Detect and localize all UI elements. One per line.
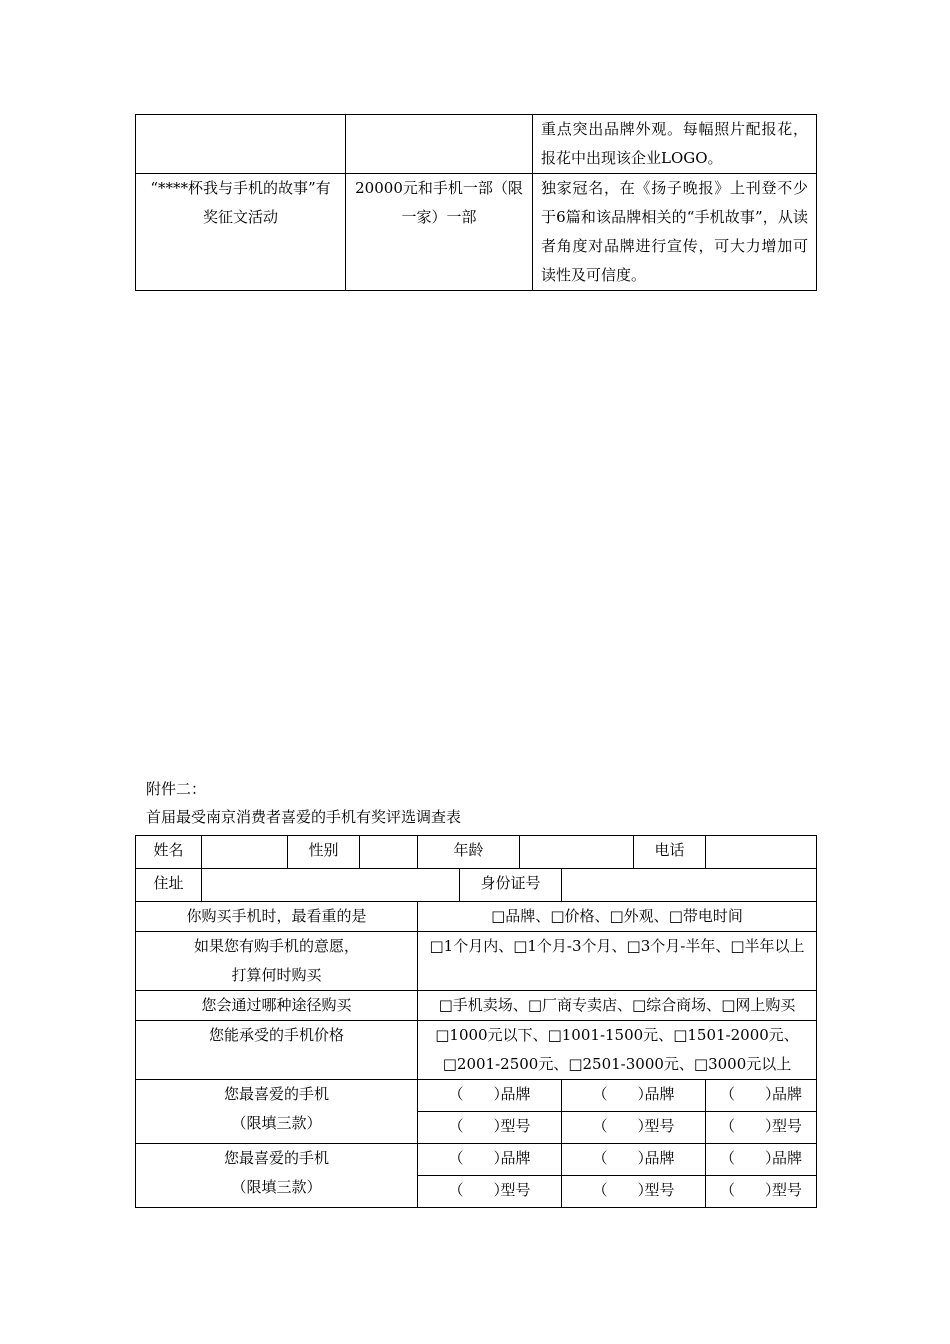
q3-options [418, 991, 817, 1021]
activity-name-cell: “****杯我与手机的故事”有奖征文活动 [136, 174, 346, 291]
name-label: 姓名 [136, 836, 202, 869]
fav-label [136, 1080, 418, 1144]
table-row [136, 174, 817, 291]
option-price-1-checkbox[interactable]: □1000元以下、 [435, 1026, 548, 1044]
gender-field[interactable] [360, 836, 418, 869]
q4-options-line1 [420, 1021, 814, 1050]
address-label: 住址 [136, 869, 202, 902]
table-row [136, 115, 817, 174]
fav-label-line1: 您最喜爱的手机 [223, 1149, 329, 1167]
description-cell: 独家冠名，在《扬子晚报》上刊登不少于6篇和该品牌相关的“手机故事”，从读者角度对品牌进行宣传，可大力增加可读性及可信度。 [533, 174, 817, 291]
age-label: 年龄 [418, 836, 520, 869]
q2-label [136, 932, 418, 991]
phone-label: 电话 [634, 836, 706, 869]
q2-label-line2: 打算何时购买 [231, 966, 322, 984]
brand-field[interactable]: （ ）品牌 [562, 1144, 706, 1176]
model-field[interactable]: （ ）型号 [562, 1176, 706, 1208]
age-field[interactable] [520, 836, 634, 869]
prize-cell: 20000元和手机一部（限一家）一部 [346, 174, 533, 291]
table-row [136, 991, 817, 1021]
q2-label-line1: 如果您有购手机的意愿， [193, 937, 359, 955]
id-field[interactable] [562, 869, 817, 902]
model-field[interactable]: （ ）型号 [418, 1176, 562, 1208]
model-field[interactable]: （ ）型号 [706, 1176, 817, 1208]
q2-options [418, 932, 817, 991]
option-price-2-checkbox[interactable]: □1001-1500元、 [547, 1026, 674, 1044]
option-appearance-checkbox[interactable]: □外观、 [609, 907, 669, 925]
option-battery-checkbox[interactable]: □带电时间 [668, 907, 743, 925]
table-row [136, 1080, 817, 1112]
table-cell [136, 115, 346, 174]
annex-label: 附件二： [146, 780, 207, 798]
fav-label-line2: （限填三款） [231, 1178, 322, 1196]
q3-label: 您会通过哪种途径购买 [136, 991, 418, 1021]
model-field[interactable]: （ ）型号 [706, 1112, 817, 1144]
option-price-6-checkbox[interactable]: □3000元以上 [693, 1055, 792, 1073]
option-phone-mall-checkbox[interactable]: □手机卖场、 [438, 996, 528, 1014]
table-row [136, 1144, 817, 1176]
table-cell [346, 115, 533, 174]
q1-label: 你购买手机时，最看重的是 [136, 902, 418, 932]
gender-label: 性别 [288, 836, 360, 869]
name-field[interactable] [202, 836, 288, 869]
table-cell: 重点突出品牌外观。每幅照片配报花，报花中出现该企业LOGO。 [533, 115, 817, 174]
id-label: 身份证号 [460, 869, 562, 902]
brand-field[interactable]: （ ）品牌 [562, 1080, 706, 1112]
option-1-3-months-checkbox[interactable]: □1个月-3个月、 [513, 937, 627, 955]
option-1-month-checkbox[interactable]: □1个月内、 [429, 937, 514, 955]
model-field[interactable]: （ ）型号 [418, 1112, 562, 1144]
q4-options-line2 [420, 1050, 814, 1079]
survey-title: 首届最受南京消费者喜爱的手机有奖评选调查表 [146, 808, 462, 826]
fav-label [136, 1144, 418, 1208]
option-brand-store-checkbox[interactable]: □厂商专卖店、 [527, 996, 632, 1014]
table-row [136, 902, 817, 932]
table-row [136, 932, 817, 991]
table-row [136, 1021, 817, 1080]
activity-table [135, 114, 817, 291]
fav-label-line2: （限填三款） [231, 1114, 322, 1132]
brand-field[interactable]: （ ）品牌 [418, 1144, 562, 1176]
option-online-checkbox[interactable]: □网上购买 [721, 996, 796, 1014]
option-price-4-checkbox[interactable]: □2001-2500元、 [442, 1055, 569, 1073]
table-row [136, 836, 817, 869]
brand-field[interactable]: （ ）品牌 [706, 1080, 817, 1112]
model-field[interactable]: （ ）型号 [562, 1112, 706, 1144]
q4-options [418, 1021, 817, 1080]
fav-label-line1: 您最喜爱的手机 [223, 1085, 329, 1103]
survey-table [135, 835, 817, 1208]
option-3-6-months-checkbox[interactable]: □3个月-半年、 [626, 937, 731, 955]
q1-options [418, 902, 817, 932]
option-brand-checkbox[interactable]: □品牌、 [491, 907, 551, 925]
option-price-5-checkbox[interactable]: □2501-3000元、 [568, 1055, 694, 1073]
option-department-store-checkbox[interactable]: □综合商场、 [632, 996, 722, 1014]
brand-field[interactable]: （ ）品牌 [706, 1144, 817, 1176]
table-row [136, 869, 817, 902]
address-field[interactable] [202, 869, 460, 902]
brand-field[interactable]: （ ）品牌 [418, 1080, 562, 1112]
phone-field[interactable] [706, 836, 817, 869]
option-over-half-year-checkbox[interactable]: □半年以上 [730, 937, 805, 955]
q4-label: 您能承受的手机价格 [136, 1021, 418, 1080]
option-price-checkbox[interactable]: □价格、 [550, 907, 610, 925]
option-price-3-checkbox[interactable]: □1501-2000元、 [673, 1026, 799, 1044]
